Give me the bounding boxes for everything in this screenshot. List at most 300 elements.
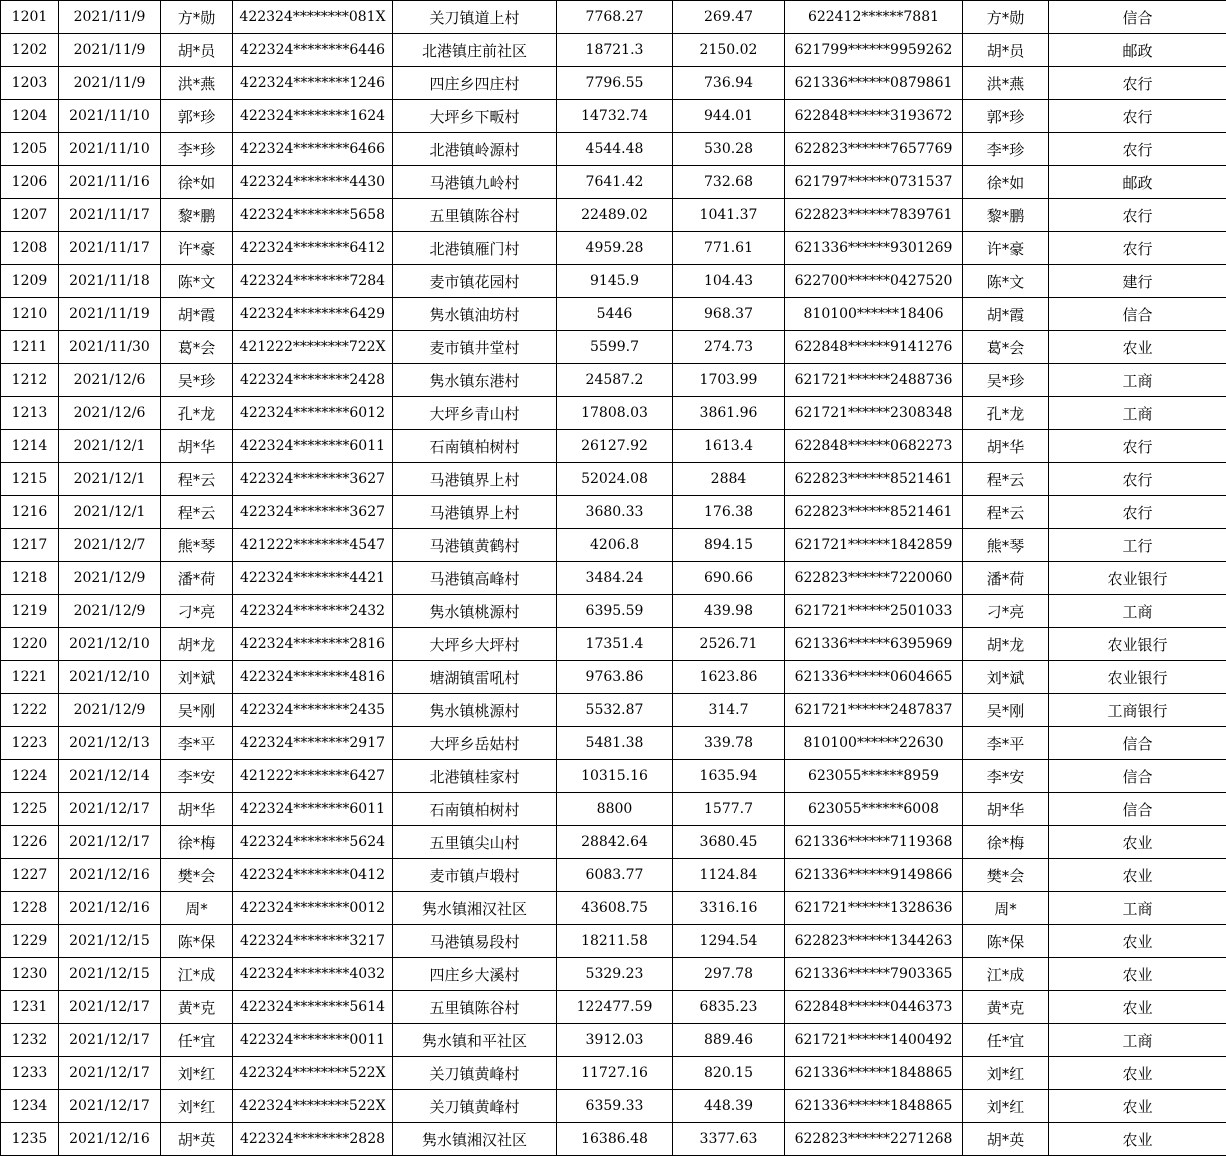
address-cell: 北港镇雁门村 (393, 232, 557, 265)
amount-cell: 122477.59 (557, 991, 673, 1024)
id-number-cell: 422324********1246 (233, 67, 393, 100)
payee-cell: 黄*克 (963, 991, 1049, 1024)
seq-cell: 1230 (1, 958, 59, 991)
date-cell: 2021/11/16 (59, 166, 161, 199)
payee-cell: 周* (963, 892, 1049, 925)
account-cell: 621721******2501033 (785, 595, 963, 628)
date-cell: 2021/11/9 (59, 67, 161, 100)
address-cell: 马港镇九岭村 (393, 166, 557, 199)
date-cell: 2021/11/17 (59, 199, 161, 232)
amount-cell: 4544.48 (557, 133, 673, 166)
payee-cell: 陈*保 (963, 925, 1049, 958)
table-row (1, 397, 1226, 430)
address-cell: 北港镇庄前社区 (393, 34, 557, 67)
address-cell: 马港镇界上村 (393, 463, 557, 496)
subsidy-cell: 2150.02 (673, 34, 785, 67)
amount-cell: 9763.86 (557, 661, 673, 694)
address-cell: 麦市镇花园村 (393, 265, 557, 298)
table-row (1, 265, 1226, 298)
payee-cell: 李*安 (963, 760, 1049, 793)
account-cell: 622823******2271268 (785, 1123, 963, 1156)
bank-cell: 农业 (1049, 826, 1226, 859)
payee-cell: 吴*刚 (963, 694, 1049, 727)
bank-cell: 农行 (1049, 496, 1226, 529)
id-number-cell: 422324********2435 (233, 694, 393, 727)
payee-cell: 黎*鹏 (963, 199, 1049, 232)
amount-cell: 10315.16 (557, 760, 673, 793)
date-cell: 2021/12/17 (59, 991, 161, 1024)
subsidy-cell: 2526.71 (673, 628, 785, 661)
id-number-cell: 422324********522X (233, 1090, 393, 1123)
address-cell: 隽水镇桃源村 (393, 595, 557, 628)
bank-cell: 农行 (1049, 463, 1226, 496)
seq-cell: 1205 (1, 133, 59, 166)
payee-cell: 吴*珍 (963, 364, 1049, 397)
address-cell: 隽水镇油坊村 (393, 298, 557, 331)
amount-cell: 17351.4 (557, 628, 673, 661)
amount-cell: 5532.87 (557, 694, 673, 727)
seq-cell: 1219 (1, 595, 59, 628)
id-number-cell: 422324********6011 (233, 793, 393, 826)
payee-cell: 孔*龙 (963, 397, 1049, 430)
address-cell: 大坪乡大坪村 (393, 628, 557, 661)
id-number-cell: 422324********1624 (233, 100, 393, 133)
id-number-cell: 421222********4547 (233, 529, 393, 562)
payee-cell: 胡*员 (963, 34, 1049, 67)
amount-cell: 3912.03 (557, 1024, 673, 1057)
date-cell: 2021/11/10 (59, 133, 161, 166)
bank-cell: 农行 (1049, 100, 1226, 133)
payee-cell: 熊*琴 (963, 529, 1049, 562)
seq-cell: 1232 (1, 1024, 59, 1057)
seq-cell: 1235 (1, 1123, 59, 1156)
payee-cell: 刘*红 (963, 1057, 1049, 1090)
seq-cell: 1209 (1, 265, 59, 298)
payee-cell: 葛*会 (963, 331, 1049, 364)
bank-cell: 农行 (1049, 133, 1226, 166)
account-cell: 621336******7903365 (785, 958, 963, 991)
seq-cell: 1214 (1, 430, 59, 463)
seq-cell: 1204 (1, 100, 59, 133)
bank-cell: 农行 (1049, 430, 1226, 463)
table-row (1, 793, 1226, 826)
table-row (1, 859, 1226, 892)
name-cell: 吴*珍 (161, 364, 233, 397)
id-number-cell: 422324********2428 (233, 364, 393, 397)
id-number-cell: 422324********5624 (233, 826, 393, 859)
table-row (1, 925, 1226, 958)
seq-cell: 1215 (1, 463, 59, 496)
payee-cell: 任*宜 (963, 1024, 1049, 1057)
table-row (1, 232, 1226, 265)
amount-cell: 28842.64 (557, 826, 673, 859)
bank-cell: 信合 (1049, 760, 1226, 793)
date-cell: 2021/11/9 (59, 1, 161, 34)
bank-cell: 工商 (1049, 364, 1226, 397)
amount-cell: 5446 (557, 298, 673, 331)
date-cell: 2021/12/1 (59, 496, 161, 529)
table-row (1, 331, 1226, 364)
seq-cell: 1223 (1, 727, 59, 760)
payee-cell: 洪*燕 (963, 67, 1049, 100)
subsidy-cell: 820.15 (673, 1057, 785, 1090)
amount-cell: 5599.7 (557, 331, 673, 364)
subsidy-cell: 3861.96 (673, 397, 785, 430)
amount-cell: 6083.77 (557, 859, 673, 892)
amount-cell: 7641.42 (557, 166, 673, 199)
bank-cell: 农业 (1049, 1123, 1226, 1156)
id-number-cell: 421222********722X (233, 331, 393, 364)
account-cell: 621721******1328636 (785, 892, 963, 925)
bank-cell: 工商 (1049, 892, 1226, 925)
bank-cell: 工行 (1049, 529, 1226, 562)
subsidy-cell: 104.43 (673, 265, 785, 298)
date-cell: 2021/12/15 (59, 958, 161, 991)
subsidy-cell: 297.78 (673, 958, 785, 991)
name-cell: 周* (161, 892, 233, 925)
bank-cell: 农业银行 (1049, 562, 1226, 595)
seq-cell: 1211 (1, 331, 59, 364)
date-cell: 2021/11/30 (59, 331, 161, 364)
account-cell: 621721******2308348 (785, 397, 963, 430)
id-number-cell: 422324********6446 (233, 34, 393, 67)
name-cell: 洪*燕 (161, 67, 233, 100)
address-cell: 麦市镇井堂村 (393, 331, 557, 364)
table-row (1, 628, 1226, 661)
seq-cell: 1233 (1, 1057, 59, 1090)
account-cell: 621336******6395969 (785, 628, 963, 661)
account-cell: 622848******0446373 (785, 991, 963, 1024)
id-number-cell: 422324********522X (233, 1057, 393, 1090)
account-cell: 622848******3193672 (785, 100, 963, 133)
name-cell: 葛*会 (161, 331, 233, 364)
id-number-cell: 422324********3627 (233, 496, 393, 529)
name-cell: 徐*梅 (161, 826, 233, 859)
address-cell: 四庄乡大溪村 (393, 958, 557, 991)
account-cell: 621336******1848865 (785, 1057, 963, 1090)
payee-cell: 胡*英 (963, 1123, 1049, 1156)
bank-cell: 农业 (1049, 1057, 1226, 1090)
address-cell: 隽水镇湘汉社区 (393, 892, 557, 925)
seq-cell: 1225 (1, 793, 59, 826)
subsidy-cell: 176.38 (673, 496, 785, 529)
name-cell: 李*平 (161, 727, 233, 760)
account-cell: 621336******1848865 (785, 1090, 963, 1123)
bank-cell: 工商 (1049, 397, 1226, 430)
name-cell: 黎*鹏 (161, 199, 233, 232)
name-cell: 郭*珍 (161, 100, 233, 133)
subsidy-cell: 274.73 (673, 331, 785, 364)
address-cell: 四庄乡四庄村 (393, 67, 557, 100)
id-number-cell: 422324********3627 (233, 463, 393, 496)
bank-cell: 信合 (1049, 1, 1226, 34)
table-row (1, 1090, 1226, 1123)
id-number-cell: 422324********4430 (233, 166, 393, 199)
account-cell: 622700******0427520 (785, 265, 963, 298)
name-cell: 刘*红 (161, 1090, 233, 1123)
bank-cell: 农行 (1049, 67, 1226, 100)
account-cell: 621721******1400492 (785, 1024, 963, 1057)
table-row (1, 67, 1226, 100)
payee-cell: 陈*文 (963, 265, 1049, 298)
payee-cell: 江*成 (963, 958, 1049, 991)
subsidy-cell: 269.47 (673, 1, 785, 34)
name-cell: 陈*保 (161, 925, 233, 958)
account-cell: 810100******18406 (785, 298, 963, 331)
id-number-cell: 422324********6466 (233, 133, 393, 166)
amount-cell: 3484.24 (557, 562, 673, 595)
bank-cell: 工商 (1049, 1024, 1226, 1057)
amount-cell: 43608.75 (557, 892, 673, 925)
date-cell: 2021/12/17 (59, 826, 161, 859)
table-row (1, 826, 1226, 859)
name-cell: 樊*会 (161, 859, 233, 892)
address-cell: 北港镇岭源村 (393, 133, 557, 166)
id-number-cell: 422324********4032 (233, 958, 393, 991)
name-cell: 李*安 (161, 760, 233, 793)
payee-cell: 胡*霞 (963, 298, 1049, 331)
id-number-cell: 422324********081X (233, 1, 393, 34)
address-cell: 马港镇高峰村 (393, 562, 557, 595)
amount-cell: 18721.3 (557, 34, 673, 67)
name-cell: 徐*如 (161, 166, 233, 199)
date-cell: 2021/11/9 (59, 34, 161, 67)
table-body (1, 1, 1226, 1156)
payee-cell: 潘*荷 (963, 562, 1049, 595)
account-cell: 621336******0604665 (785, 661, 963, 694)
seq-cell: 1231 (1, 991, 59, 1024)
date-cell: 2021/12/6 (59, 397, 161, 430)
amount-cell: 9145.9 (557, 265, 673, 298)
seq-cell: 1229 (1, 925, 59, 958)
subsidy-cell: 1124.84 (673, 859, 785, 892)
bank-cell: 工商银行 (1049, 694, 1226, 727)
amount-cell: 26127.92 (557, 430, 673, 463)
name-cell: 胡*龙 (161, 628, 233, 661)
subsidy-cell: 894.15 (673, 529, 785, 562)
table-row (1, 199, 1226, 232)
account-cell: 622823******8521461 (785, 463, 963, 496)
table-row (1, 1024, 1226, 1057)
address-cell: 关刀镇黄峰村 (393, 1090, 557, 1123)
payee-cell: 刁*亮 (963, 595, 1049, 628)
subsidy-cell: 736.94 (673, 67, 785, 100)
bank-cell: 农业 (1049, 958, 1226, 991)
seq-cell: 1220 (1, 628, 59, 661)
subsidy-cell: 6835.23 (673, 991, 785, 1024)
payee-cell: 刘*红 (963, 1090, 1049, 1123)
date-cell: 2021/11/18 (59, 265, 161, 298)
amount-cell: 3680.33 (557, 496, 673, 529)
name-cell: 李*珍 (161, 133, 233, 166)
id-number-cell: 422324********6412 (233, 232, 393, 265)
payee-cell: 程*云 (963, 463, 1049, 496)
table-row (1, 496, 1226, 529)
address-cell: 石南镇柏树村 (393, 793, 557, 826)
id-number-cell: 422324********6012 (233, 397, 393, 430)
account-cell: 621721******2488736 (785, 364, 963, 397)
subsidy-cell: 2884 (673, 463, 785, 496)
seq-cell: 1212 (1, 364, 59, 397)
account-cell: 622412******7881 (785, 1, 963, 34)
bank-cell: 农行 (1049, 232, 1226, 265)
amount-cell: 14732.74 (557, 100, 673, 133)
date-cell: 2021/12/13 (59, 727, 161, 760)
seq-cell: 1226 (1, 826, 59, 859)
payee-cell: 李*珍 (963, 133, 1049, 166)
id-number-cell: 421222********6427 (233, 760, 393, 793)
address-cell: 大坪乡下畈村 (393, 100, 557, 133)
amount-cell: 6395.59 (557, 595, 673, 628)
id-number-cell: 422324********2816 (233, 628, 393, 661)
table-row (1, 727, 1226, 760)
date-cell: 2021/12/9 (59, 595, 161, 628)
date-cell: 2021/12/16 (59, 892, 161, 925)
payee-cell: 李*平 (963, 727, 1049, 760)
table-row (1, 595, 1226, 628)
payee-cell: 胡*华 (963, 430, 1049, 463)
subsidy-cell: 1041.37 (673, 199, 785, 232)
bank-cell: 工商 (1049, 595, 1226, 628)
id-number-cell: 422324********6429 (233, 298, 393, 331)
subsidy-cell: 439.98 (673, 595, 785, 628)
date-cell: 2021/12/1 (59, 430, 161, 463)
table-row (1, 34, 1226, 67)
amount-cell: 4959.28 (557, 232, 673, 265)
amount-cell: 5329.23 (557, 958, 673, 991)
table-row (1, 760, 1226, 793)
bank-cell: 农业 (1049, 331, 1226, 364)
amount-cell: 11727.16 (557, 1057, 673, 1090)
name-cell: 刁*亮 (161, 595, 233, 628)
id-number-cell: 422324********2828 (233, 1123, 393, 1156)
name-cell: 任*宜 (161, 1024, 233, 1057)
bank-cell: 农业 (1049, 859, 1226, 892)
seq-cell: 1213 (1, 397, 59, 430)
date-cell: 2021/12/9 (59, 694, 161, 727)
seq-cell: 1221 (1, 661, 59, 694)
id-number-cell: 422324********5614 (233, 991, 393, 1024)
table-row (1, 166, 1226, 199)
account-cell: 622823******1344263 (785, 925, 963, 958)
seq-cell: 1210 (1, 298, 59, 331)
table-row (1, 1, 1226, 34)
name-cell: 陈*文 (161, 265, 233, 298)
amount-cell: 7768.27 (557, 1, 673, 34)
bank-cell: 信合 (1049, 298, 1226, 331)
name-cell: 许*豪 (161, 232, 233, 265)
subsidy-cell: 3377.63 (673, 1123, 785, 1156)
payee-cell: 郭*珍 (963, 100, 1049, 133)
bank-cell: 农业 (1049, 991, 1226, 1024)
payee-cell: 徐*梅 (963, 826, 1049, 859)
id-number-cell: 422324********7284 (233, 265, 393, 298)
subsidy-cell: 1623.86 (673, 661, 785, 694)
name-cell: 胡*华 (161, 430, 233, 463)
subsidy-cell: 314.7 (673, 694, 785, 727)
payee-cell: 许*豪 (963, 232, 1049, 265)
amount-cell: 17808.03 (557, 397, 673, 430)
id-number-cell: 422324********5658 (233, 199, 393, 232)
date-cell: 2021/11/10 (59, 100, 161, 133)
amount-cell: 6359.33 (557, 1090, 673, 1123)
id-number-cell: 422324********0011 (233, 1024, 393, 1057)
subsidy-cell: 530.28 (673, 133, 785, 166)
table-row (1, 430, 1226, 463)
address-cell: 大坪乡青山村 (393, 397, 557, 430)
table-row (1, 298, 1226, 331)
account-cell: 623055******6008 (785, 793, 963, 826)
bank-cell: 农业银行 (1049, 628, 1226, 661)
seq-cell: 1228 (1, 892, 59, 925)
address-cell: 五里镇尖山村 (393, 826, 557, 859)
table-row (1, 694, 1226, 727)
address-cell: 关刀镇黄峰村 (393, 1057, 557, 1090)
payee-cell: 程*云 (963, 496, 1049, 529)
address-cell: 隽水镇湘汉社区 (393, 1123, 557, 1156)
address-cell: 五里镇陈谷村 (393, 199, 557, 232)
seq-cell: 1206 (1, 166, 59, 199)
date-cell: 2021/12/7 (59, 529, 161, 562)
address-cell: 五里镇陈谷村 (393, 991, 557, 1024)
seq-cell: 1218 (1, 562, 59, 595)
table-row (1, 892, 1226, 925)
amount-cell: 7796.55 (557, 67, 673, 100)
payee-cell: 樊*会 (963, 859, 1049, 892)
subsidy-cell: 1703.99 (673, 364, 785, 397)
subsidy-cell: 690.66 (673, 562, 785, 595)
name-cell: 孔*龙 (161, 397, 233, 430)
amount-cell: 22489.02 (557, 199, 673, 232)
account-cell: 622848******9141276 (785, 331, 963, 364)
name-cell: 江*成 (161, 958, 233, 991)
date-cell: 2021/12/10 (59, 628, 161, 661)
date-cell: 2021/12/17 (59, 1057, 161, 1090)
account-cell: 622823******8521461 (785, 496, 963, 529)
date-cell: 2021/12/14 (59, 760, 161, 793)
name-cell: 程*云 (161, 496, 233, 529)
name-cell: 吴*刚 (161, 694, 233, 727)
table-row (1, 1057, 1226, 1090)
account-cell: 621797******0731537 (785, 166, 963, 199)
subsidy-cell: 1635.94 (673, 760, 785, 793)
account-cell: 623055******8959 (785, 760, 963, 793)
address-cell: 马港镇易段村 (393, 925, 557, 958)
name-cell: 胡*霞 (161, 298, 233, 331)
address-cell: 马港镇黄鹤村 (393, 529, 557, 562)
seq-cell: 1208 (1, 232, 59, 265)
seq-cell: 1234 (1, 1090, 59, 1123)
id-number-cell: 422324********3217 (233, 925, 393, 958)
id-number-cell: 422324********2432 (233, 595, 393, 628)
name-cell: 程*云 (161, 463, 233, 496)
seq-cell: 1216 (1, 496, 59, 529)
subsidy-cell: 1577.7 (673, 793, 785, 826)
account-cell: 622823******7220060 (785, 562, 963, 595)
subsidy-cell: 968.37 (673, 298, 785, 331)
date-cell: 2021/12/9 (59, 562, 161, 595)
address-cell: 麦市镇卢塅村 (393, 859, 557, 892)
bank-cell: 信合 (1049, 793, 1226, 826)
address-cell: 隽水镇东港村 (393, 364, 557, 397)
bank-cell: 农业 (1049, 925, 1226, 958)
subsidy-cell: 3316.16 (673, 892, 785, 925)
id-number-cell: 422324********6011 (233, 430, 393, 463)
subsidy-cell: 771.61 (673, 232, 785, 265)
amount-cell: 52024.08 (557, 463, 673, 496)
table-row (1, 100, 1226, 133)
name-cell: 黄*克 (161, 991, 233, 1024)
